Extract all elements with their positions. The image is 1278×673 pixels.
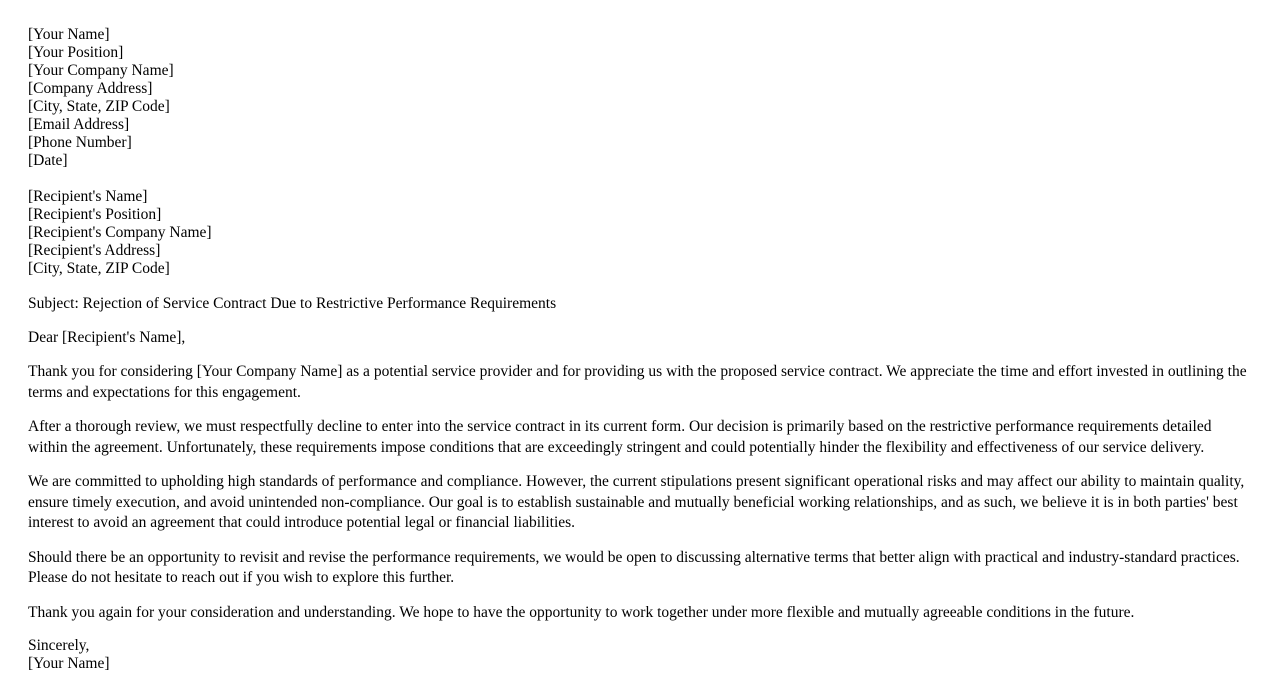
closing-block [28, 637, 1250, 673]
sender-line-date: [Date] [28, 152, 68, 169]
salutation: Dear [Recipient's Name], [28, 329, 186, 346]
block-spacer [28, 170, 1250, 188]
closing-salutation: Sincerely, [28, 637, 90, 654]
subject-line: Subject: Rejection of Service Contract Due to Restrictive Performance Requirements [28, 295, 557, 312]
sender-line-name: [Your Name] [28, 26, 110, 43]
body-paragraph: Thank you again for your consideration and understanding. We hope to have the opportunity to work together under more flexible and mutually agreeable conditions in the future. [28, 603, 1135, 621]
sender-line-email: [Email Address] [28, 116, 130, 133]
recipient-line-city-state-zip: [City, State, ZIP Code] [28, 260, 170, 277]
sender-line-phone: [Phone Number] [28, 134, 132, 151]
sender-line-city-state-zip: [City, State, ZIP Code] [28, 98, 170, 115]
body-paragraph: Should there be an opportunity to revisit and revise the performance requirements, we would be open to discussing alternative terms that better align with practical and industry-standard practices. Please do not hesitate to reach out if you wish to explore this further. [28, 548, 1240, 586]
recipient-address-block [28, 188, 1250, 278]
sender-line-company: [Your Company Name] [28, 62, 174, 79]
body-paragraph: We are committed to upholding high standards of performance and compliance. However, the current stipulations present significant operational risks and may affect our ability to maintain quality, ensure timely execution, and avoid unintended non-compliance. Our goal is to establish sustainable and mutually beneficial working relationships, and as such, we believe it is in both parties' best interest to avoid an agreement that could introduce potential legal or financial liabilities. [28, 473, 1245, 531]
recipient-line-address: [Recipient's Address] [28, 242, 161, 259]
block-spacer [28, 278, 1250, 294]
recipient-line-name: [Recipient's Name] [28, 188, 148, 205]
recipient-line-company: [Recipient's Company Name] [28, 224, 212, 241]
recipient-line-position: [Recipient's Position] [28, 206, 162, 223]
sender-line-position: [Your Position] [28, 44, 124, 61]
sender-line-address: [Company Address] [28, 80, 153, 97]
closing-signature-name: [Your Name] [28, 655, 110, 672]
body-paragraph: After a thorough review, we must respectfully decline to enter into the service contract in its current form. Our decision is primarily based on the restrictive performance requirements detailed within the agreement. Unfortunately, these requirements impose conditions that are exceedingly stringent and could potentially hinder the flexibility and effectiveness of our service delivery. [28, 418, 1212, 456]
sender-address-block [28, 26, 1250, 170]
body-paragraph: Thank you for considering [Your Company Name] as a potential service provider and for providing us with the proposed service contract. We appreciate the time and effort invested in outlining the terms and expectations for this engagement. [28, 363, 1247, 401]
